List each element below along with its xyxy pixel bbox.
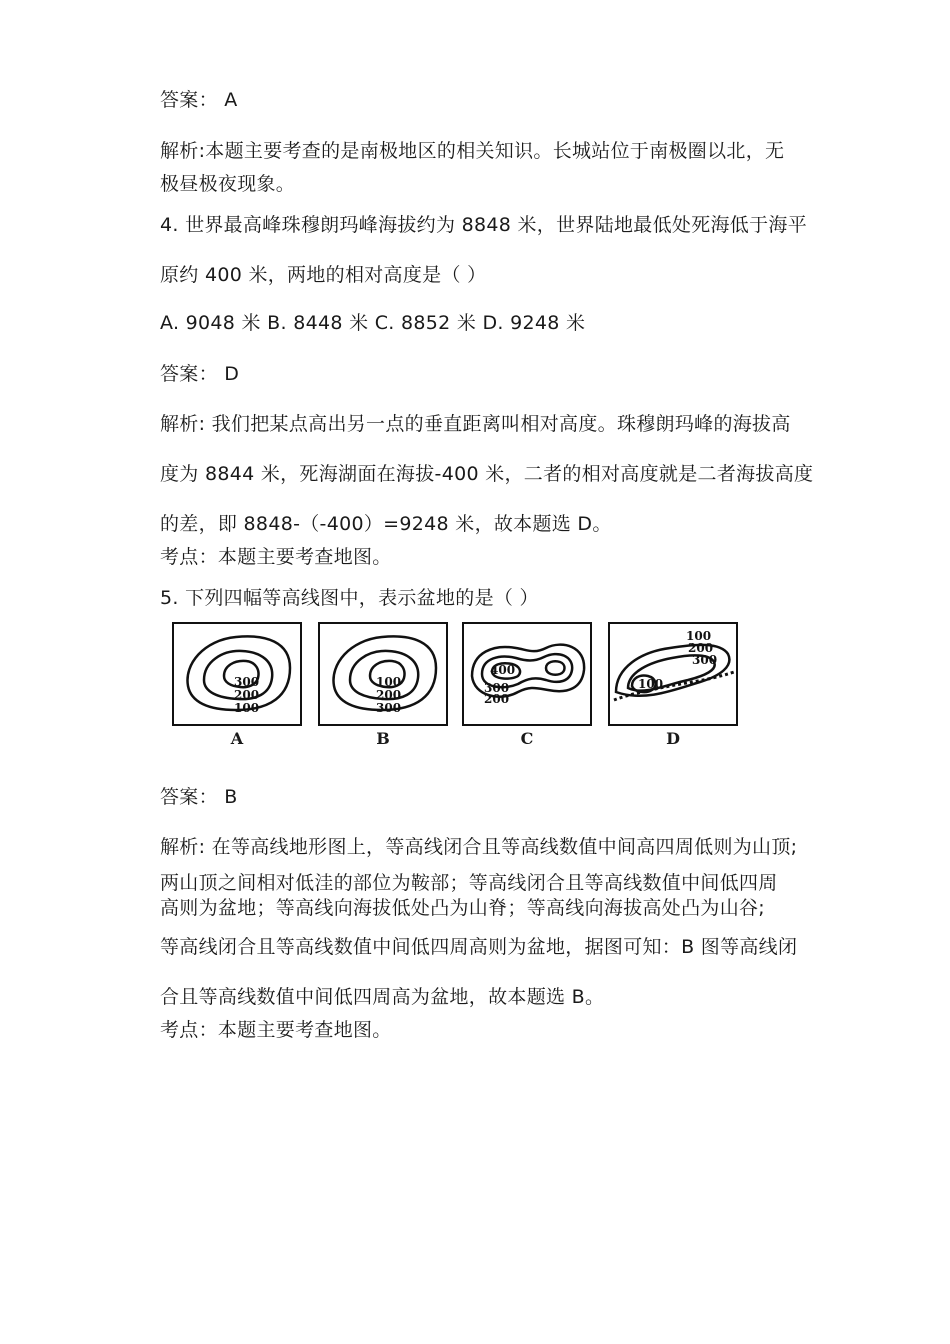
contour-map-figure bbox=[170, 622, 742, 752]
q4-stem-line-1: 4. 世界最高峰珠穆朗玛峰海拔约为 8848 米，世界陆地最低处死海低于海平 bbox=[160, 214, 808, 236]
q4-point: 考点：本题主要考查地图。 bbox=[160, 546, 392, 568]
q5-stem: 5. 下列四幅等高线图中，表示盆地的是（ ） bbox=[160, 587, 539, 609]
q3-analysis-line-1: 解析:本题主要考查的是南极地区的相关知识。长城站位于南极圈以北，无 bbox=[160, 140, 785, 162]
contour-panel-c bbox=[462, 622, 592, 726]
q5-analysis-line-2: 两山顶之间相对低洼的部位为鞍部；等高线闭合且等高线数值中间低四周 bbox=[160, 872, 778, 894]
contour-label-c-2: 300 bbox=[484, 681, 510, 695]
contour-label-b-2: 200 bbox=[376, 688, 402, 702]
q5-answer: 答案： B bbox=[160, 786, 238, 808]
contour-label-c-3: 200 bbox=[484, 692, 510, 706]
contour-label-a-2: 200 bbox=[234, 688, 260, 702]
panel-label-c: C bbox=[520, 729, 534, 748]
q5-analysis-line-1: 解析: 在等高线地形图上，等高线闭合且等高线数值中间高四周低则为山顶; bbox=[160, 836, 798, 858]
contour-label-b-1: 100 bbox=[376, 675, 402, 689]
q4-analysis-line-1: 解析: 我们把某点高出另一点的垂直距离叫相对高度。珠穆朗玛峰的海拔高 bbox=[160, 413, 791, 435]
q5-point: 考点：本题主要考查地图。 bbox=[160, 1019, 392, 1041]
q3-analysis-line-2: 极昼极夜现象。 bbox=[160, 173, 296, 195]
contour-label-d-4: 100 bbox=[638, 677, 664, 691]
panel-label-b: B bbox=[376, 729, 390, 748]
contour-label-a-1: 300 bbox=[234, 675, 260, 689]
q4-analysis-line-2: 度为 8844 米，死海湖面在海拔-400 米，二者的相对高度就是二者海拔高度 bbox=[160, 463, 814, 485]
panel-label-a: A bbox=[230, 729, 244, 748]
contour-panel-b bbox=[318, 622, 448, 726]
q4-options: A. 9048 米 B. 8448 米 C. 8852 米 D. 9248 米 bbox=[160, 312, 586, 334]
contour-panel-a bbox=[172, 622, 302, 726]
contour-label-b-3: 300 bbox=[376, 701, 402, 715]
contour-label-d-2: 200 bbox=[688, 641, 714, 655]
q5-analysis-line-4: 等高线闭合且等高线数值中间低四周高则为盆地，据图可知：B 图等高线闭 bbox=[160, 936, 798, 958]
q4-analysis-line-3: 的差，即 8848-（-400）=9248 米，故本题选 D。 bbox=[160, 513, 612, 535]
contour-label-c-1: 400 bbox=[490, 663, 516, 677]
contour-panel-d bbox=[608, 622, 738, 726]
contour-label-d-3: 300 bbox=[692, 653, 718, 667]
q5-analysis-line-3: 高则为盆地；等高线向海拔低处凸为山脊；等高线向海拔高处凸为山谷; bbox=[160, 897, 766, 919]
q4-stem-line-2: 原约 400 米，两地的相对高度是（ ） bbox=[160, 264, 487, 286]
q4-answer: 答案： D bbox=[160, 363, 240, 385]
q5-analysis-line-5: 合且等高线数值中间低四周高为盆地，故本题选 B。 bbox=[160, 986, 605, 1008]
panel-label-d: D bbox=[666, 729, 680, 748]
contour-label-a-3: 100 bbox=[234, 701, 260, 715]
q3-answer: 答案： A bbox=[160, 89, 238, 111]
contour-label-d-1: 100 bbox=[686, 629, 712, 643]
